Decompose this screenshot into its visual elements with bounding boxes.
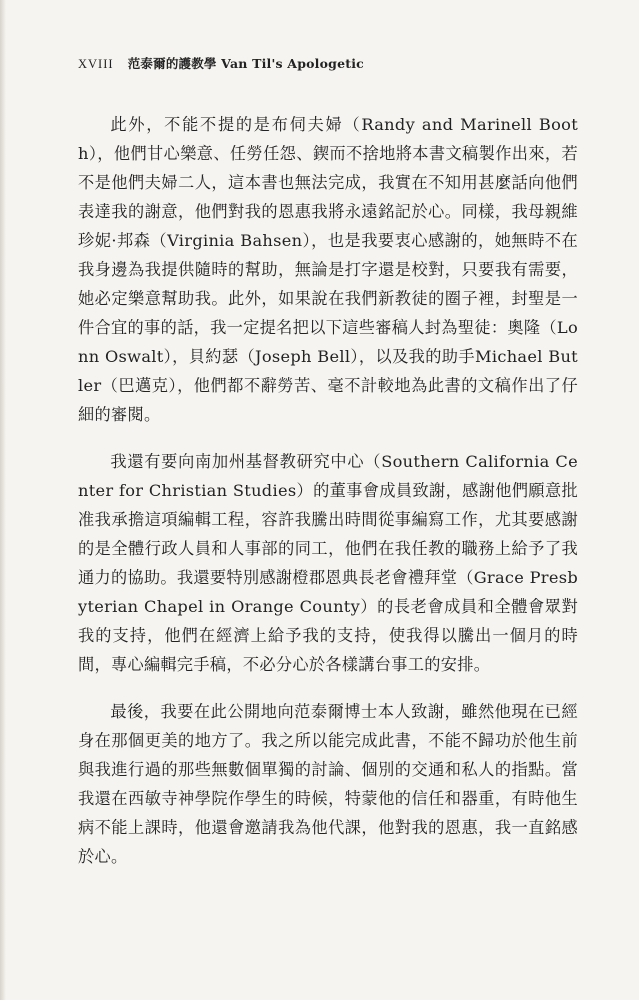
page-folio: XVIII (78, 57, 114, 71)
page-body (78, 110, 578, 889)
paragraph: 我還有要向南加州基督教研究中心（Southern California Center for Christian Studies）的董事會成員致謝，感謝他們願意批准我承擔這項編輯工程，容許我騰出時間從事編寫工作，尤其要感謝的是全體行政人員和人事部的同工，他們在我任教的職務上給予了我通力的協助。我還要特別感謝橙郡恩典長老會禮拜堂（Grace Presbyterian Chapel in Orange County）的長老會成員和全體會眾對我的支持，他們在經濟上給予我的支持，使我得以騰出一個月的時間，專心編輯完手稿，不必分心於各樣講台事工的安排。 (78, 452, 578, 674)
paragraph: 此外，不能不提的是布伺夫婦（Randy and Marinell Booth），他們甘心樂意、任勞任怨、鍥而不捨地將本書文稿製作出來，若不是他們夫婦二人，這本書也無法完成，我實在不知用甚麼話向他們表達我的謝意，他們對我的恩惠我將永遠銘記於心。同樣，我母親維珍妮·邦森（Virginia Bahsen），也是我要衷心感謝的，她無時不在我身邊為我提供隨時的幫助，無論是打字還是校對，只要我有需要，她必定樂意幫助我。此外，如果說在我們新教徒的圈子裡，封聖是一件合宜的事的話，我一定提名把以下這些審稿人封為聖徒：奧隆（Lonn Oswalt），貝約瑟（Joseph Bell），以及我的助手Michael Butler（巴邁克），他們都不辭勞苦、毫不計較地為此書的文稿作出了仔細的審閱。 (78, 115, 578, 424)
paragraph: 最後，我要在此公開地向范泰爾博士本人致謝，雖然他現在已經身在那個更美的地方了。我之所以能完成此書，不能不歸功於他生前與我進行過的那些無數個單獨的討論、個別的交通和私人的指點。當我還在西敏寺神學院作學生的時候，特蒙他的信任和器重，有時他生病不能上課時，他還會邀請我為他代課，他對我的恩惠，我一直銘感於心。 (78, 702, 578, 866)
page-edge-shadow (0, 0, 6, 1000)
running-title: 范泰爾的護教學 Van Til's Apologetic (127, 56, 364, 71)
running-head (78, 54, 364, 72)
